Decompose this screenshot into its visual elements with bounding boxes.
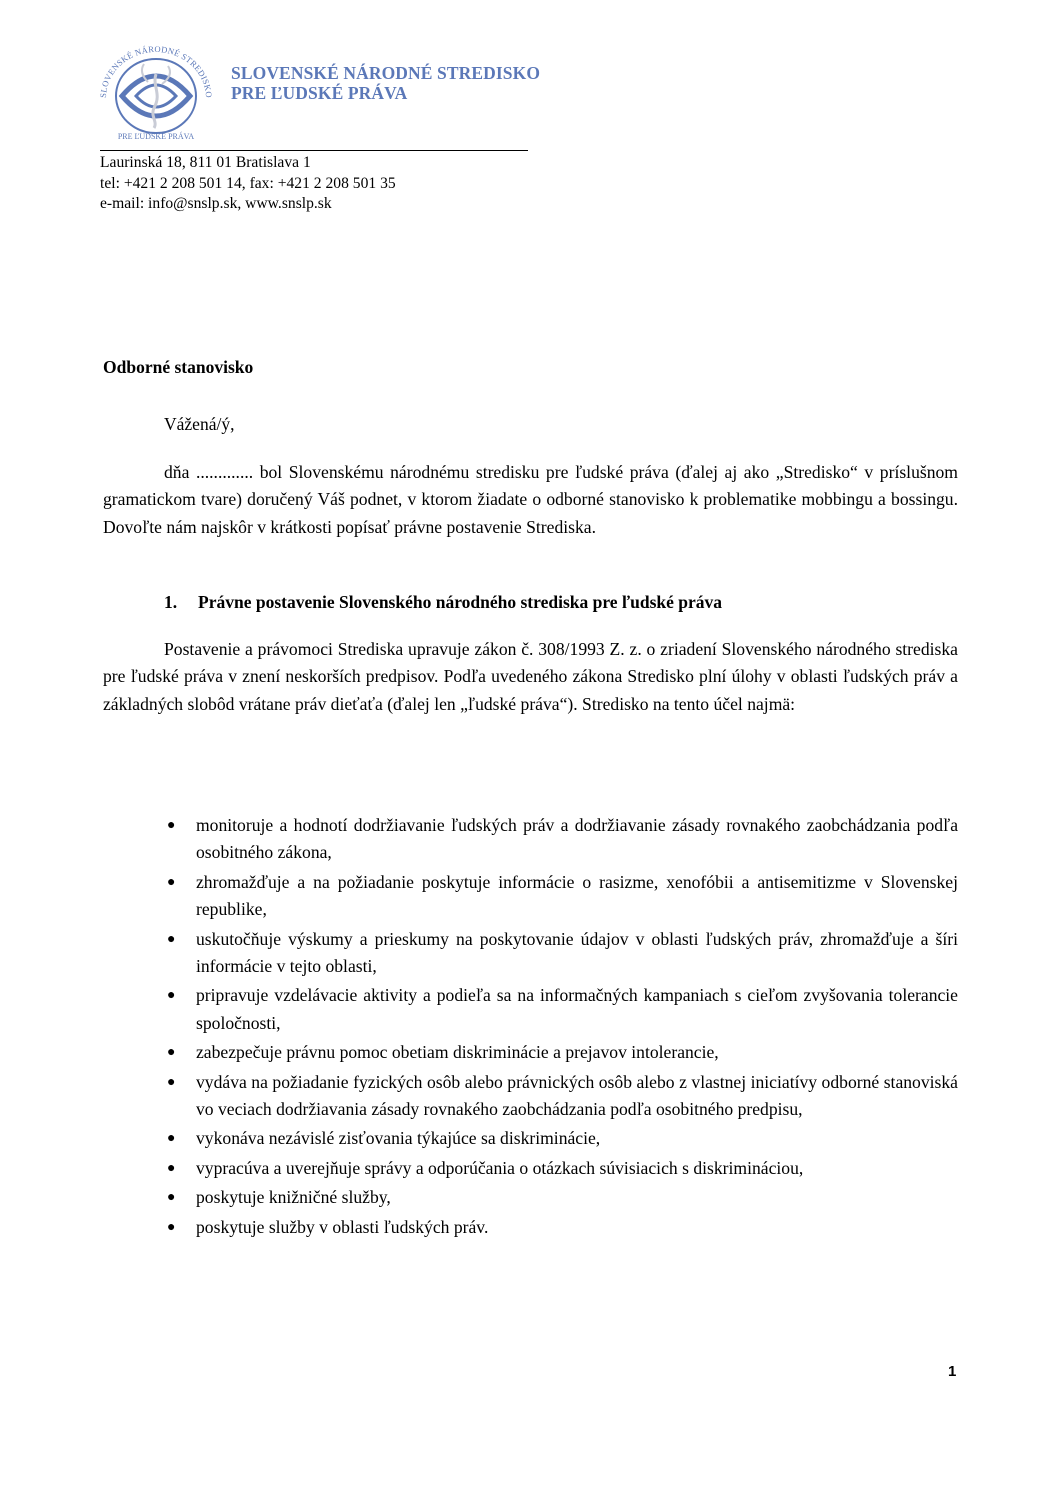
bullet-icon: ●: [167, 931, 176, 947]
organization-name-line-1: SLOVENSKÉ NÁRODNÉ STREDISKO: [231, 63, 541, 83]
contact-email-web: e-mail: info@snslp.sk, www.snslp.sk: [100, 195, 332, 212]
list-item-text: monitoruje a hodnotí dodržiavanie ľudských práv a dodržiavanie zásady rovnakého zaobchádzania podľa osobitného zákona,: [196, 815, 958, 863]
page-number: 1: [948, 1363, 957, 1380]
list-item: [103, 926, 958, 981]
bullet-icon: ●: [167, 1160, 176, 1176]
organization-name: [231, 63, 540, 103]
section-1-number: 1.: [164, 592, 178, 612]
section-1-heading: [164, 592, 722, 613]
bullet-icon: ●: [167, 1190, 176, 1206]
bullet-icon: ●: [167, 874, 176, 890]
duties-list: [103, 812, 958, 1243]
list-item-text: vykonáva nezávislé zisťovania týkajúce sa diskriminácie,: [196, 1128, 601, 1149]
legal-status-paragraph: Postavenie a právomoci Strediska upravuje zákon č. 308/1993 Z. z. o zriadení Slovenského národného strediska pre ľudské práva v znení neskorších predpisov. Podľa uvedeného zákona Stredisko plní úlohy v oblasti ľudských práv a základných slobôd vrátane práv dieťaťa (ďalej len „ľudské práva“). Stredisko na tento účel najmä:: [103, 639, 958, 714]
list-item: [103, 1069, 958, 1124]
list-item: [103, 1125, 958, 1152]
list-item-text: uskutočňuje výskumy a prieskumy na poskytovanie údajov v oblasti ľudských práv, zhromažďuje a šíri informácie v tejto oblasti,: [196, 928, 958, 977]
list-item: [103, 1155, 958, 1182]
bullet-icon: ●: [167, 988, 176, 1004]
list-item: [103, 982, 958, 1037]
logo-ring-text: SLOVENSKÉ NÁRODNÉ STREDISKO: [97, 43, 215, 99]
list-item: [103, 1184, 958, 1211]
list-item-text: vydáva na požiadanie fyzických osôb alebo právnických osôb alebo z vlastnej iniciatívy odborné stanoviská vo veciach dodržiavania zásady rovnakého zaobchádzania podľa osobitného predpisu,: [196, 1071, 958, 1120]
bullet-icon: ●: [167, 1131, 176, 1147]
list-item: [103, 1039, 958, 1066]
list-item-text: zhromažďuje a na požiadanie poskytuje informácie o rasizme, xenofóbii a antisemitizme v Slovenskej republike,: [196, 871, 958, 920]
organization-name-line-2: PRE ĽUDSKÉ PRÁVA: [231, 83, 408, 103]
bullet-icon: ●: [167, 818, 176, 833]
bullet-icon: ●: [167, 1045, 176, 1061]
bullet-icon: ●: [167, 1074, 176, 1090]
contact-address: Laurinská 18, 811 01 Bratislava 1: [100, 154, 311, 171]
list-item-text: poskytuje knižničné služby,: [196, 1187, 391, 1208]
document-title: Odborné stanovisko: [103, 357, 254, 377]
section-1-title: Právne postavenie Slovenského národného strediska pre ľudské práva: [198, 592, 723, 612]
intro-paragraph: dňa ............. bol Slovenskému národnému stredisku pre ľudské práva (ďalej aj ako „Stredisko“ v príslušnom gramatickom tvare) doručený Váš podnet, v ktorom žiadate o odborné stanovisko k problematike mobbingu a bossingu. Dovoľte nám najskôr v krátkosti popísať právne postavenie Strediska.: [103, 462, 958, 537]
list-item: [103, 869, 958, 924]
list-item-text: vypracúva a uverejňuje správy a odporúčania o otázkach súvisiacich s diskrimináciou,: [196, 1157, 804, 1178]
greeting: Vážená/ý,: [164, 414, 235, 434]
logo-caption: PRE ĽUDSKÉ PRÁVA: [117, 132, 195, 141]
list-item: [103, 812, 958, 867]
header-divider: [100, 150, 528, 151]
contact-block: [100, 153, 396, 215]
list-item-text: zabezpečuje právnu pomoc obetiam diskriminácie a prejavov intolerancie,: [196, 1042, 719, 1063]
list-item: [103, 1214, 958, 1241]
list-item-text: poskytuje služby v oblasti ľudských práv.: [196, 1216, 489, 1237]
list-item-text: pripravuje vzdelávacie aktivity a podieľa sa na informačných kampaniach s cieľom zvyšovania tolerancie spoločnosti,: [196, 985, 958, 1033]
contact-phone-fax: tel: +421 2 208 501 14, fax: +421 2 208 501 35: [100, 174, 396, 192]
organization-logo: [92, 36, 220, 148]
bullet-icon: ●: [167, 1219, 176, 1235]
